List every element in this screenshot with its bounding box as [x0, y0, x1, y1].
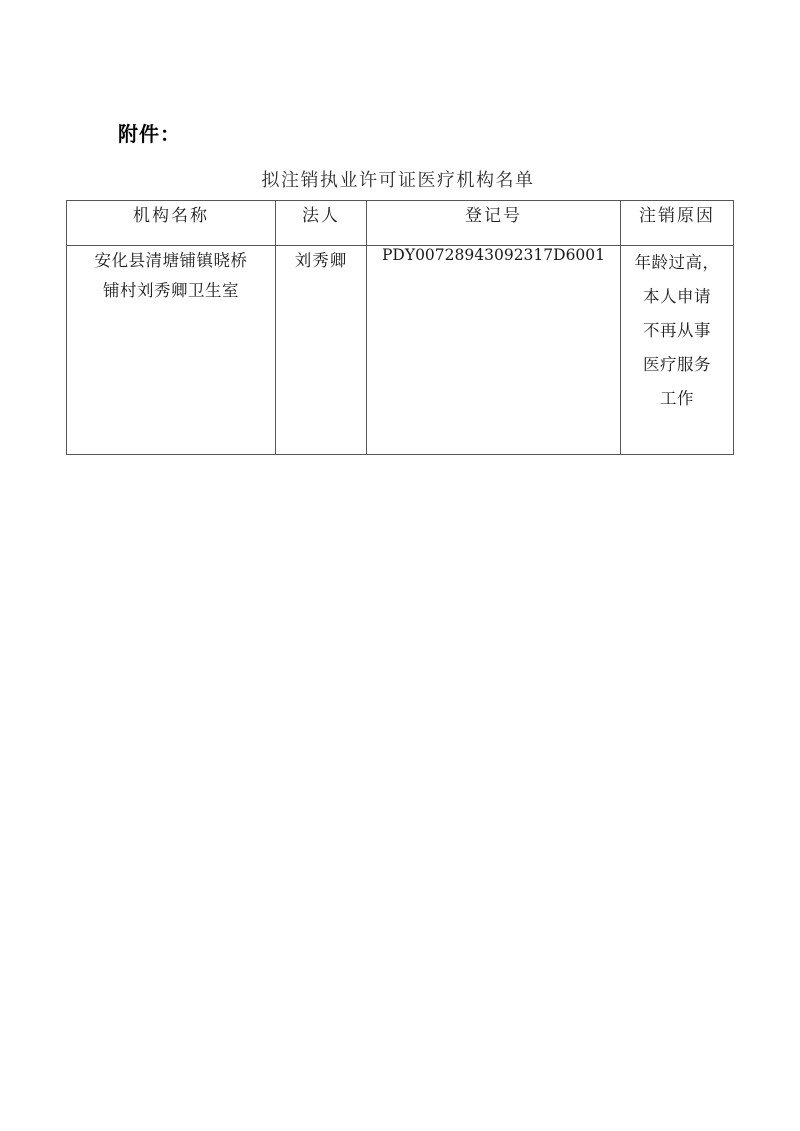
- attachment-label: 附件：: [118, 122, 181, 146]
- column-header-cancel-reason: 注销原因: [621, 201, 734, 246]
- cell-legal-person: 刘秀卿: [276, 246, 367, 455]
- cancel-reason-line-2: 本人申请: [643, 287, 711, 306]
- table-header-row: [67, 201, 734, 246]
- cell-registration-no: PDY00728943092317D6001: [367, 246, 621, 455]
- cell-institution-name: [67, 246, 276, 455]
- cancel-reason-line-1: 年龄过高，: [634, 253, 720, 272]
- medical-institutions-table: [66, 200, 734, 455]
- column-header-registration-no: 登记号: [367, 201, 621, 246]
- cell-cancel-reason: [621, 246, 734, 455]
- institution-name-line-1: 安化县清塘铺镇晓桥: [94, 251, 248, 270]
- page-title: 拟注销执业许可证医疗机构名单: [261, 170, 535, 191]
- cancel-reason-line-3: 不再从事: [643, 321, 711, 340]
- cancel-reason-line-4: 医疗服务: [643, 355, 711, 374]
- table-row: [67, 246, 734, 455]
- column-header-legal-person: 法人: [276, 201, 367, 246]
- institution-name-line-2: 铺村刘秀卿卫生室: [103, 281, 239, 300]
- column-header-institution-name: 机构名称: [67, 201, 276, 246]
- cancel-reason-line-5: 工作: [660, 389, 694, 408]
